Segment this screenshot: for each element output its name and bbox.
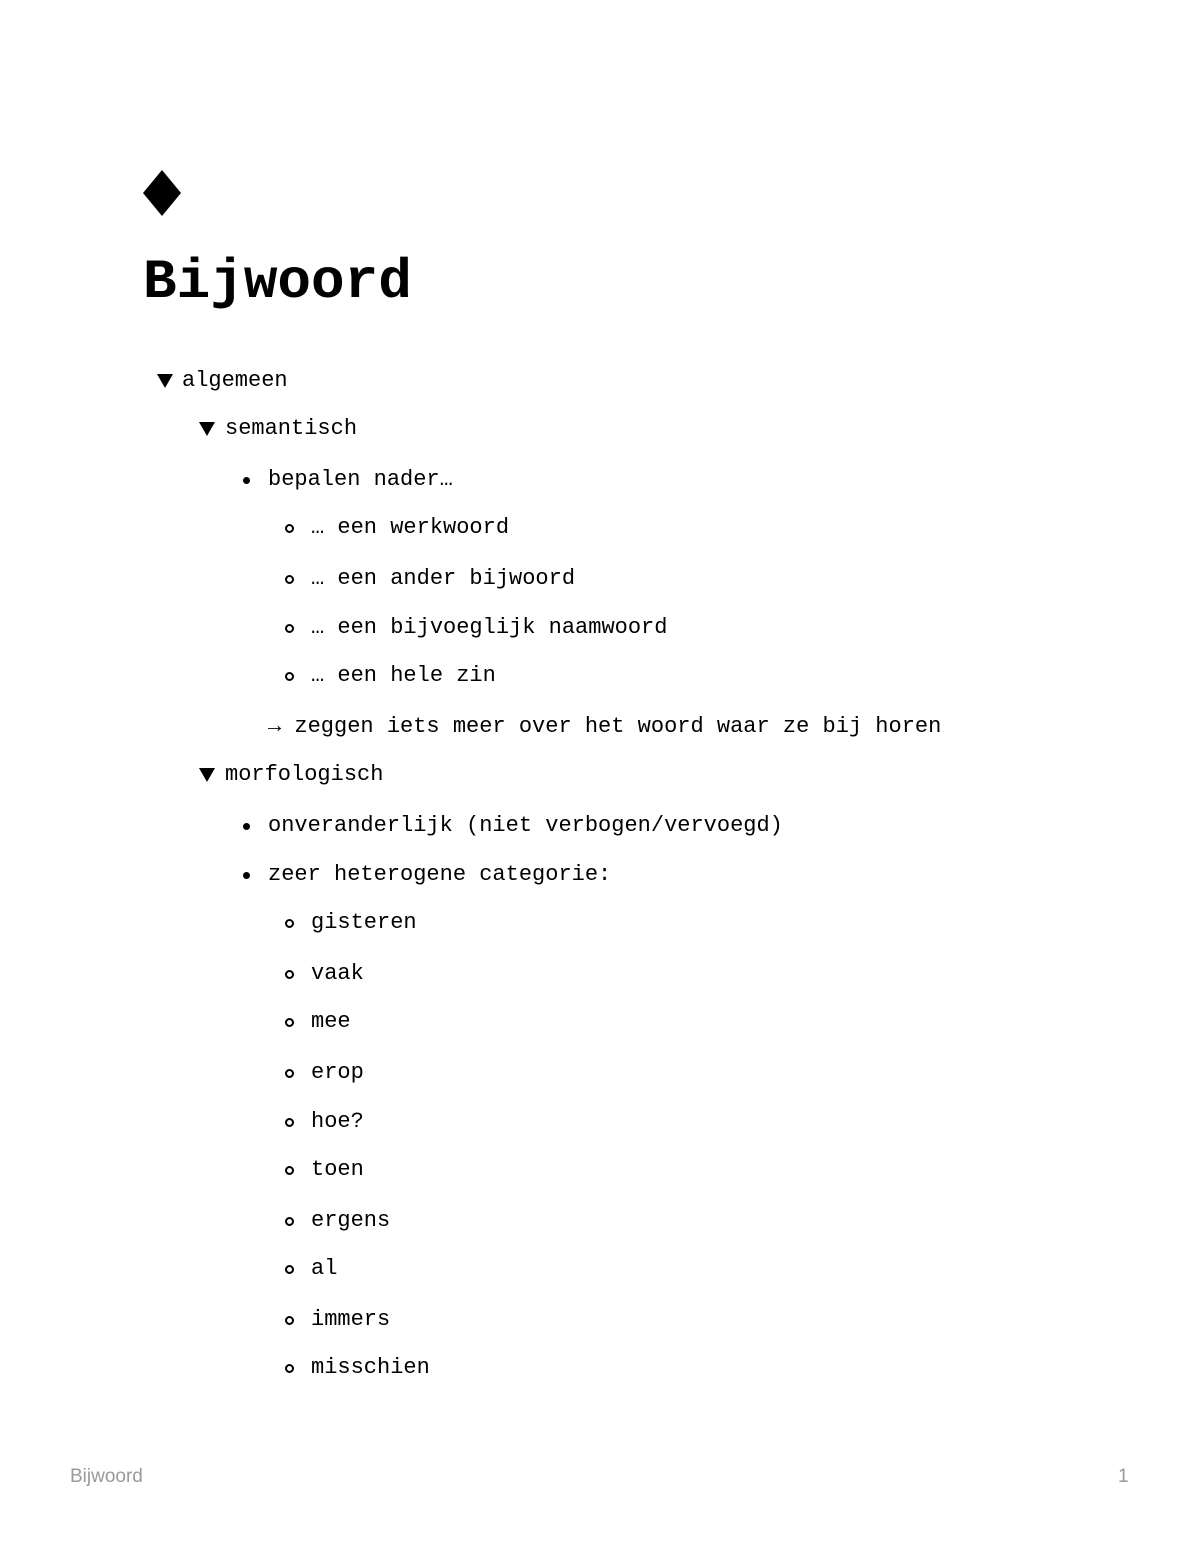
bullet-circle-icon <box>285 575 294 584</box>
bullet-disc-icon <box>243 872 250 879</box>
bullet-circle-icon <box>285 1069 294 1078</box>
bullet-circle-icon <box>285 1166 294 1175</box>
bullet-circle-icon <box>285 1217 294 1226</box>
list-item-text: immers <box>311 1307 391 1332</box>
triangle-down-icon[interactable] <box>199 422 215 436</box>
toggle-label: semantisch <box>225 416 358 441</box>
list-item-text: erop <box>311 1060 364 1085</box>
bullet-circle-icon <box>285 672 294 681</box>
list-item-text: hoe? <box>311 1109 364 1134</box>
list-item-text: … een werkwoord <box>311 515 510 540</box>
footer-title: Bijwoord <box>70 1466 143 1487</box>
list-item-text: mee <box>311 1009 351 1034</box>
bullet-circle-icon <box>285 524 294 533</box>
bullet-disc-icon <box>243 823 250 830</box>
bullet-circle-icon <box>285 624 294 633</box>
list-item-text: zeer heterogene categorie: <box>268 862 612 887</box>
bullet-circle-icon <box>285 970 294 979</box>
list-item-text: gisteren <box>311 910 417 935</box>
bullet-circle-icon <box>285 919 294 928</box>
triangle-down-icon[interactable] <box>157 374 173 388</box>
bullet-circle-icon <box>285 1265 294 1274</box>
list-item-text: vaak <box>311 961 364 986</box>
list-item-text: onveranderlijk (niet verbogen/vervoegd) <box>268 813 783 838</box>
bullet-disc-icon <box>243 477 250 484</box>
list-item-text: toen <box>311 1157 364 1182</box>
page-title: Bijwoord <box>143 250 412 314</box>
list-item-text: al <box>311 1256 338 1281</box>
list-item-text: … een hele zin <box>311 663 496 688</box>
triangle-down-icon[interactable] <box>199 768 215 782</box>
list-item-text: ergens <box>311 1208 391 1233</box>
bullet-circle-icon <box>285 1018 294 1027</box>
toggle-label: algemeen <box>182 368 288 393</box>
bullet-circle-icon <box>285 1364 294 1373</box>
toggle-label: morfologisch <box>225 762 384 787</box>
bullet-circle-icon <box>285 1118 294 1127</box>
bullet-circle-icon <box>285 1316 294 1325</box>
list-item-text: misschien <box>311 1355 430 1380</box>
list-item-text: … een ander bijwoord <box>311 566 576 591</box>
conclusion-label: → zeggen iets meer over het woord waar ze bij horen <box>268 714 942 739</box>
diamond-icon <box>143 170 181 216</box>
list-item-text: bepalen nader… <box>268 467 453 492</box>
list-item-text: … een bijvoeglijk naamwoord <box>311 615 668 640</box>
footer-page-number: 1 <box>1118 1466 1129 1487</box>
